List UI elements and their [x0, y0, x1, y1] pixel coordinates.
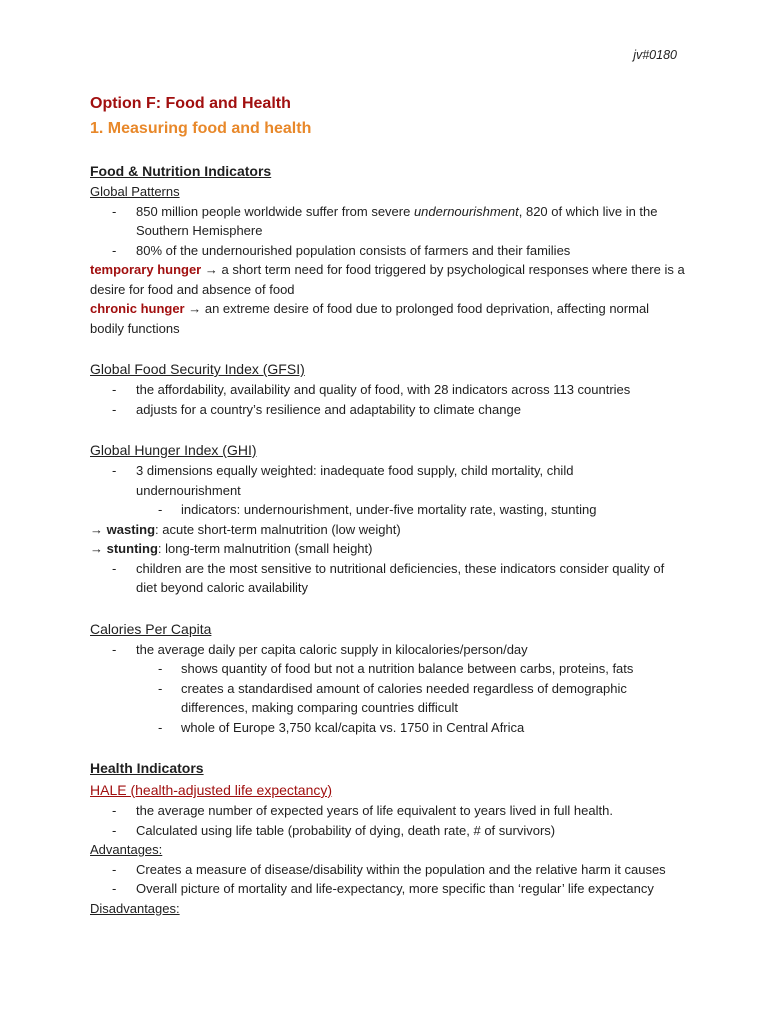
bullet-dash: - [112, 881, 117, 896]
section-title-health: Health Indicators [90, 760, 204, 776]
bullet-dash: - [112, 382, 117, 397]
bullet-dash: - [112, 401, 117, 417]
bullet-dash: - [112, 641, 117, 657]
definition-stunting: → stunting: long-term malnutrition (small height) [90, 541, 373, 556]
list-item-nested: - shows quantity of food but not a nutrition balance between carbs, proteins, fats [90, 659, 685, 679]
document-content [90, 92, 685, 918]
list-item-nested: - creates a standardised amount of calories needed regardless of demographic differences, making comparing countries difficult [158, 680, 627, 715]
list-item: - 3 dimensions equally weighted: inadequate food supply, child mortality, child undernourishment [112, 463, 574, 498]
subsection-title-global-patterns: Global Patterns [90, 184, 180, 199]
advantages-label: Advantages: [90, 842, 163, 857]
list-item: - children are the most sensitive to nutritional deficiencies, these indicators consider quality of diet beyond caloric availability [112, 560, 665, 595]
definition-wasting: → wasting: acute short-term malnutrition (low weight) [90, 521, 401, 537]
page-subtitle: 1. Measuring food and health [90, 120, 312, 137]
bullet-dash: - [112, 203, 117, 219]
list-item: - 80% of the undernourished population consists of farmers and their families [90, 241, 685, 261]
list-item: - adjusts for a country’s resilience and adaptability to climate change [90, 400, 685, 420]
list-item: - 850 million people worldwide suffer from severe undernourishment, 820 of which live in the Southern Hemisphere [112, 203, 658, 238]
disadvantages-label: Disadvantages: [90, 900, 180, 916]
subsection-title-calories: Calories Per Capita [90, 620, 212, 637]
section-title-food: Food & Nutrition Indicators [90, 163, 272, 179]
bullet-dash: - [112, 463, 117, 478]
list-item: - the affordability, availability and quality of food, with 28 indicators across 113 countries [90, 380, 685, 400]
bullet-dash: - [112, 242, 117, 258]
list-item: - Calculated using life table (probability of dying, death rate, # of survivors) [90, 821, 685, 841]
bullet-dash: - [112, 803, 117, 818]
list-item: - the average daily per capita caloric supply in kilocalories/person/day [90, 640, 685, 660]
subsection-title-hale: HALE (health-adjusted life expectancy) [90, 782, 333, 798]
list-item: - the average number of expected years of life equivalent to years lived in full health. [90, 801, 685, 821]
list-item: - Creates a measure of disease/disability within the population and the relative harm it causes [90, 860, 685, 880]
list-item-nested: - indicators: undernourishment, under-five mortality rate, wasting, stunting [90, 500, 685, 520]
bullet-dash: - [158, 719, 163, 735]
document-id: jv#0180 [633, 48, 677, 62]
bullet-dash: - [112, 822, 117, 838]
bullet-dash: - [112, 560, 117, 576]
bullet-dash: - [158, 680, 163, 696]
definition-temporary-hunger: temporary hunger → a short term need for food triggered by psychological responses where there is a desire for food and absence of food [90, 262, 685, 297]
subsection-title-gfsi: Global Food Security Index (GFSI) [90, 361, 305, 377]
bullet-dash: - [158, 661, 163, 676]
subsection-title-ghi: Global Hunger Index (GHI) [90, 442, 257, 458]
page-title: Option F: Food and Health [90, 95, 291, 112]
definition-chronic-hunger: chronic hunger → an extreme desire of food due to prolonged food deprivation, affecting normal bodily functions [90, 301, 650, 336]
list-item-nested: - whole of Europe 3,750 kcal/capita vs. 1750 in Central Africa [90, 718, 685, 738]
bullet-dash: - [158, 502, 163, 517]
list-item: - Overall picture of mortality and life-expectancy, more specific than ‘regular’ life expectancy [90, 879, 685, 899]
bullet-dash: - [112, 861, 117, 877]
